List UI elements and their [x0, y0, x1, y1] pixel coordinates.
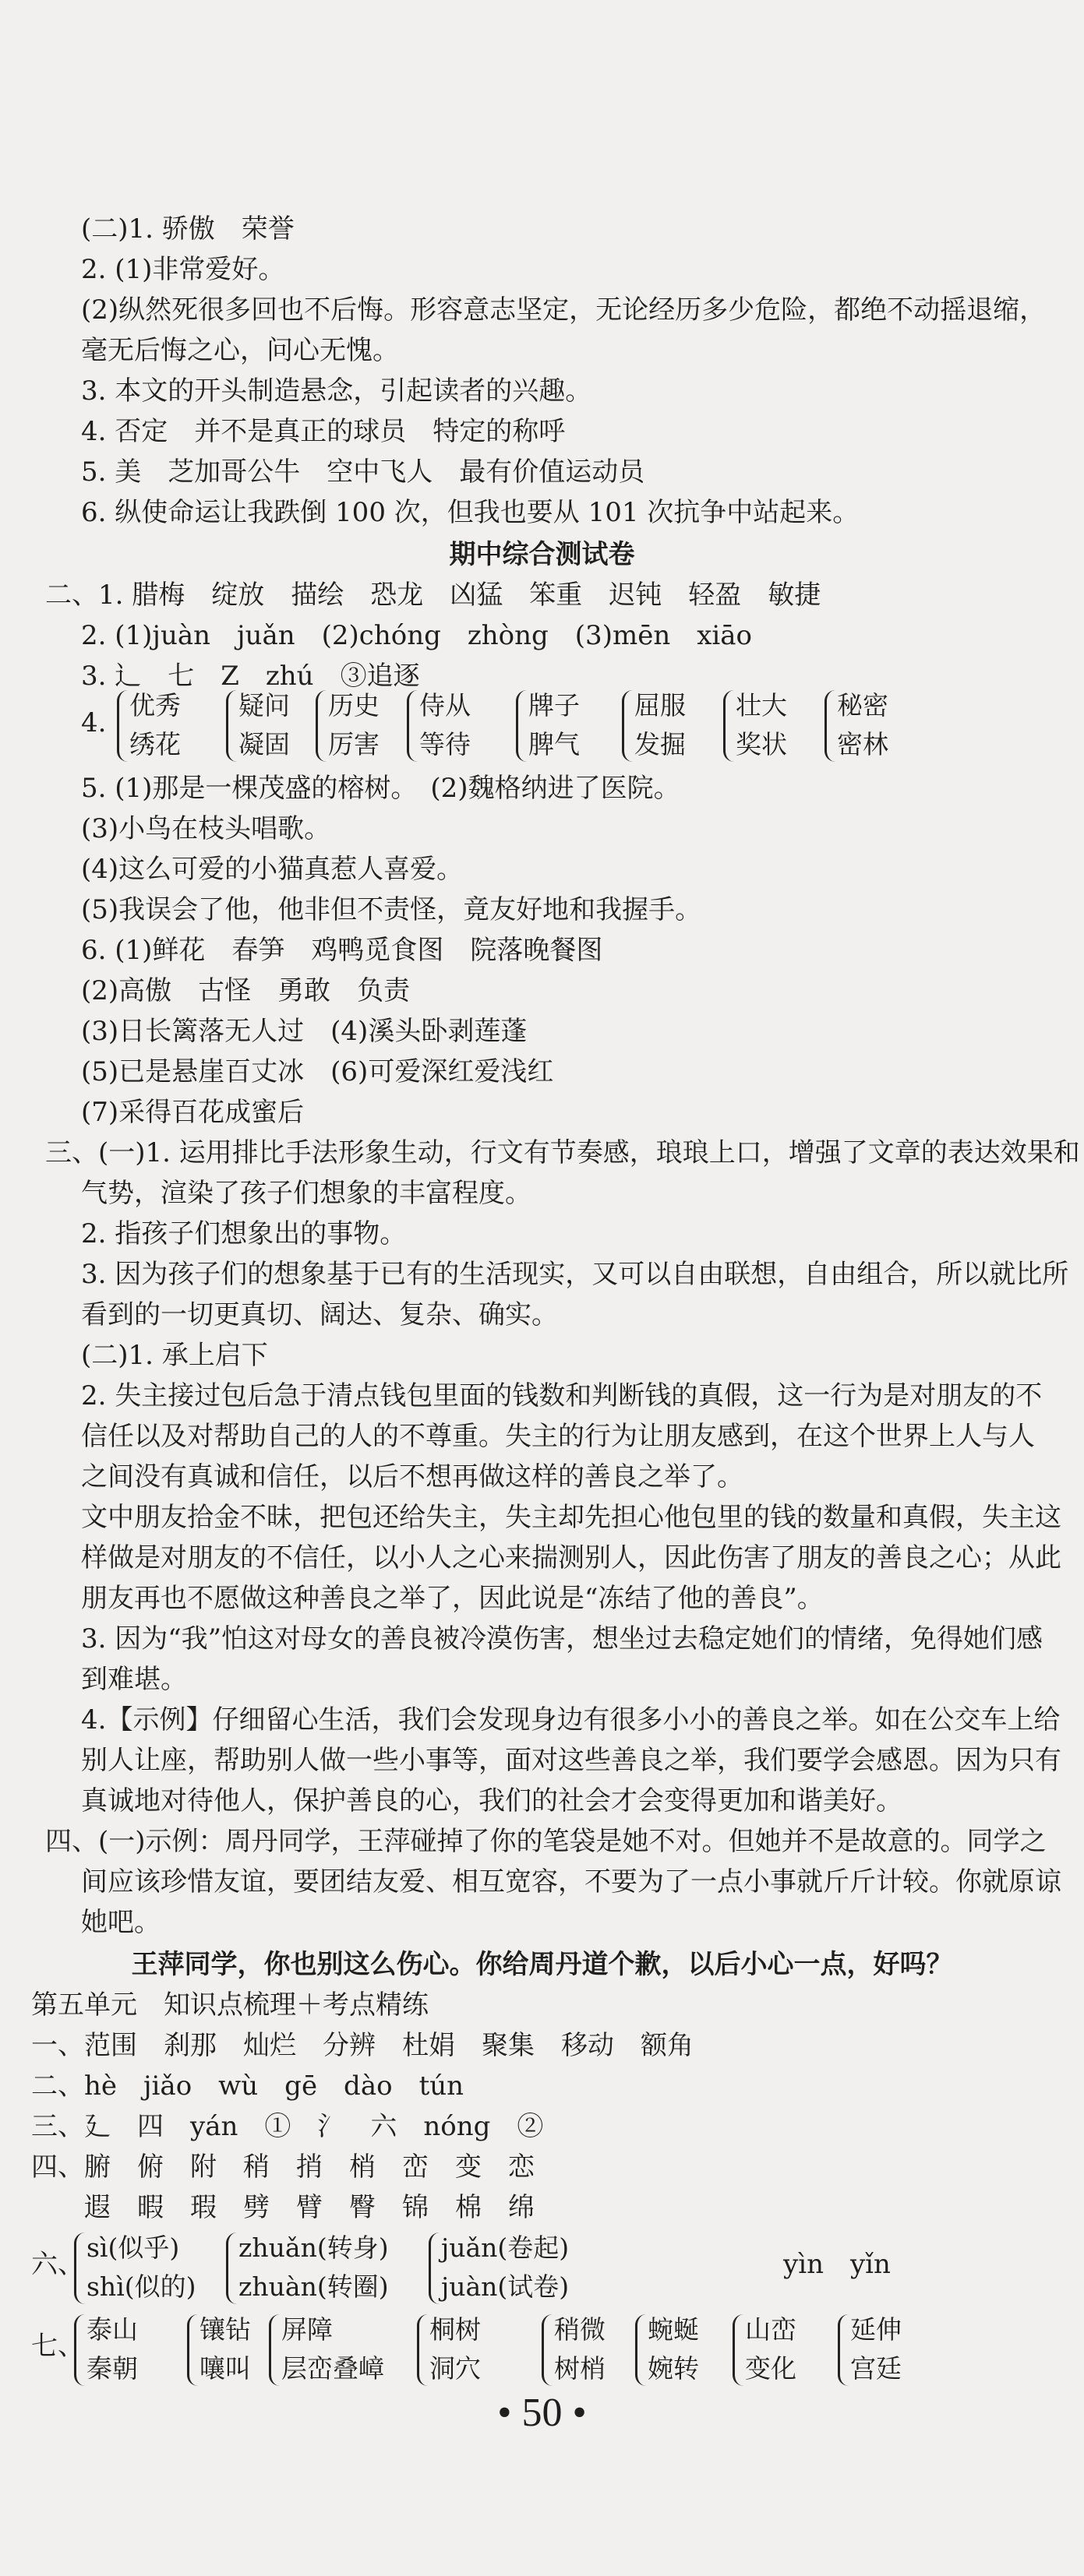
section-heading: 王萍同学，你也别这么伤心。你给周丹道个歉，以后小心一点，好吗？ [131, 1949, 953, 1980]
brace-mark [824, 690, 838, 762]
pair-word-top: 桐树 [429, 2314, 481, 2345]
text-line: 看到的一切更真切、阔达、复杂、确实。 [81, 1299, 558, 1330]
text-line: 遐 暇 瑕 劈 臂 臀 锦 棉 绵 [31, 2192, 535, 2223]
pair-word-bottom: 变化 [745, 2353, 796, 2384]
text-line: (7)采得百花成蜜后 [81, 1097, 305, 1128]
text-line: 5. 美 芝加哥公牛 空中飞人 最有价值运动员 [81, 456, 645, 488]
text-line: 她吧。 [81, 1907, 161, 1938]
pair-word-top: 屈服 [634, 690, 686, 721]
brace-mark [74, 2232, 87, 2304]
text-line: (5)我误会了他，他非但不责怪，竟友好地和我握手。 [81, 894, 702, 925]
text-line: 3. 辶 七 Z zhú ③追逐 [81, 661, 420, 692]
pair-word-bottom: 凝固 [238, 729, 290, 759]
pair-word-top: 优秀 [129, 690, 181, 721]
pair-word-bottom: 等待 [419, 729, 471, 759]
brace-mark [429, 2232, 442, 2304]
text-line: (二)1. 骄傲 荣誉 [81, 213, 295, 245]
pair-word-top: 秘密 [837, 690, 888, 721]
brace-mark [542, 2314, 555, 2386]
brace-mark [733, 2314, 746, 2386]
text-line: (4)这么可爱的小猫真惹人喜爱。 [81, 854, 464, 885]
text-line: 2. 失主接过包后急于清点钱包里面的钱数和判断钱的真假，这一行为是对朋友的不 [81, 1380, 1043, 1411]
text-line: 文中朋友拾金不昧，把包还给失主，失主却先担心他包里的钱的数量和真假，失主这 [81, 1502, 1061, 1533]
pair-word-top: 泰山 [87, 2314, 138, 2345]
text-line: 间应该珍惜友谊，要团结友爱、相互宽容，不要为了一点小事就斤斤计较。你就原谅 [81, 1866, 1061, 1898]
pair-word-top: juǎn(卷起) [441, 2232, 570, 2263]
question-label: 六、 [31, 2249, 84, 2280]
pair-word-bottom: 层峦叠嶂 [281, 2353, 384, 2384]
text-line: (2)高傲 古怪 勇敢 负责 [81, 975, 411, 1006]
pair-word-top: 延伸 [850, 2314, 902, 2345]
text-line: 别人让座，帮助别人做一些小事等，面对这些善良之举，我们要学会感恩。因为只有 [81, 1745, 1061, 1776]
text-line: 之间没有真诚和信任，以后不想再做这样的善良之举了。 [81, 1461, 743, 1492]
text-line: 毫无后悔之心，问心无愧。 [81, 335, 399, 366]
pair-word-top: 镶钻 [199, 2314, 251, 2345]
pair-word-top: 疑问 [238, 690, 290, 721]
text-line: 样做是对朋友的不信任，以小人之心来揣测别人，因此伤害了朋友的善良之心；从此 [81, 1542, 1061, 1573]
pair-word-bottom: juàn(试卷) [441, 2271, 570, 2302]
text-line: 二、1. 腊梅 绽放 描绘 恐龙 凶猛 笨重 迟钝 轻盈 敏捷 [45, 580, 821, 611]
pair-word-bottom: 秦朝 [87, 2353, 138, 2384]
text-line: 5. (1)那是一棵茂盛的榕树。 (2)魏格纳进了医院。 [81, 773, 680, 804]
text-line: 到难堪。 [81, 1664, 187, 1695]
pair-word-bottom: 宫廷 [850, 2353, 902, 2384]
pair-word-top: 壮大 [736, 690, 787, 721]
pair-word-top: 侍从 [419, 690, 471, 721]
text-line: 6. 纵使命运让我跌倒 100 次，但我也要从 101 次抗争中站起来。 [81, 497, 860, 528]
pair-word-bottom: shì(似的) [87, 2271, 196, 2302]
pair-word-bottom: 发掘 [634, 729, 686, 759]
brace-mark [417, 2314, 430, 2386]
question-label: 4. [81, 707, 107, 738]
text-line: 第五单元 知识点梳理＋考点精练 [31, 1989, 429, 2021]
text-line: 3. 因为孩子们的想象基于已有的生活现实，又可以自由联想，自由组合，所以就比所 [81, 1259, 1069, 1290]
brace-mark [117, 690, 130, 762]
text-line: 四、(一)示例：周丹同学，王萍碰掉了你的笔袋是她不对。但她并不是故意的。同学之 [45, 1826, 1047, 1857]
brace-mark [316, 690, 329, 762]
text-line: (2)纵然死很多回也不后悔。形容意志坚定，无论经历多少危险，都绝不动摇退缩， [81, 294, 1047, 326]
text-line: 4. 否定 并不是真正的球员 特定的称呼 [81, 416, 566, 447]
text-line: 气势，渲染了孩子们想象的丰富程度。 [81, 1178, 531, 1209]
text-line: 朋友再也不愿做这种善良之举了，因此说是“冻结了他的善良”。 [81, 1583, 824, 1614]
pair-word-bottom: 树梢 [554, 2353, 606, 2384]
pair-word-top: 屏障 [281, 2314, 333, 2345]
brace-mark [74, 2314, 87, 2386]
pair-word-bottom: zhuàn(转圈) [238, 2271, 389, 2302]
pair-word-bottom: 密林 [837, 729, 888, 759]
brace-mark [622, 690, 635, 762]
text-line: yìn yǐn [783, 2249, 891, 2280]
pair-word-bottom: 婉转 [648, 2353, 699, 2384]
pair-word-bottom: 嚷叫 [199, 2353, 251, 2384]
text-line: 三、(一)1. 运用排比手法形象生动，行文有节奏感，琅琅上口，增强了文章的表达效果和 [45, 1137, 1080, 1168]
brace-mark [226, 2232, 239, 2304]
question-label: 七、 [31, 2331, 84, 2362]
text-line: 3. 因为“我”怕这对母女的善良被冷漠伤害，想坐过去稳定她们的情绪，免得她们感 [81, 1623, 1043, 1654]
brace-mark [269, 2314, 282, 2386]
pair-word-bottom: 厉害 [328, 729, 380, 759]
text-line: (二)1. 承上启下 [81, 1340, 268, 1371]
brace-mark [226, 690, 239, 762]
text-line: 2. 指孩子们想象出的事物。 [81, 1218, 407, 1249]
pair-word-top: 蜿蜒 [648, 2314, 699, 2345]
text-line: 2. (1)非常爱好。 [81, 254, 285, 285]
pair-word-bottom: 脾气 [528, 729, 580, 759]
pair-word-top: zhuǎn(转身) [238, 2232, 389, 2263]
text-line: 6. (1)鲜花 春笋 鸡鸭觅食图 院落晚餐图 [81, 935, 603, 966]
pair-word-top: sì(似乎) [87, 2232, 180, 2263]
pair-word-top: 稍微 [554, 2314, 606, 2345]
pair-word-bottom: 绣花 [129, 729, 181, 759]
text-line: 4.【示例】仔细留心生活，我们会发现身边有很多小小的善良之举。如在公交车上给 [81, 1704, 1061, 1736]
text-line: (3)日长篱落无人过 (4)溪头卧剥莲蓬 [81, 1016, 528, 1047]
brace-mark [407, 690, 420, 762]
pair-word-top: 牌子 [528, 690, 580, 721]
brace-mark [838, 2314, 851, 2386]
page-number: • 50 • [497, 2391, 587, 2435]
brace-mark [187, 2314, 200, 2386]
text-line: (3)小鸟在枝头唱歌。 [81, 813, 331, 844]
pair-word-top: 山峦 [745, 2314, 796, 2345]
pair-word-bottom: 洞穴 [429, 2353, 481, 2384]
brace-mark [723, 690, 736, 762]
text-line: 3. 本文的开头制造悬念，引起读者的兴趣。 [81, 375, 592, 407]
text-line: 真诚地对待他人，保护善良的心，我们的社会才会变得更加和谐美好。 [81, 1785, 902, 1817]
text-line: 2. (1)juàn juǎn (2)chóng zhòng (3)mēn xiāo [81, 620, 753, 651]
text-line: 二、hè jiǎo wù gē dào tún [31, 2070, 464, 2102]
pair-word-top: 历史 [328, 690, 380, 721]
brace-mark [516, 690, 529, 762]
pair-word-bottom: 奖状 [736, 729, 787, 759]
text-line: 一、范围 刹那 灿烂 分辨 杜娟 聚集 移动 额角 [31, 2030, 694, 2061]
text-line: 信任以及对帮助自己的人的不尊重。失主的行为让朋友感到，在这个世界上人与人 [81, 1421, 1035, 1452]
text-line: 四、腑 俯 附 稍 捎 梢 峦 变 恋 [31, 2151, 535, 2183]
text-line: 三、廴 四 yán ① 氵 六 nóng ② [31, 2111, 544, 2142]
section-heading: 期中综合测试卷 [449, 539, 635, 570]
text-line: (5)已是悬崖百丈冰 (6)可爱深红爱浅红 [81, 1056, 554, 1087]
brace-mark [635, 2314, 648, 2386]
